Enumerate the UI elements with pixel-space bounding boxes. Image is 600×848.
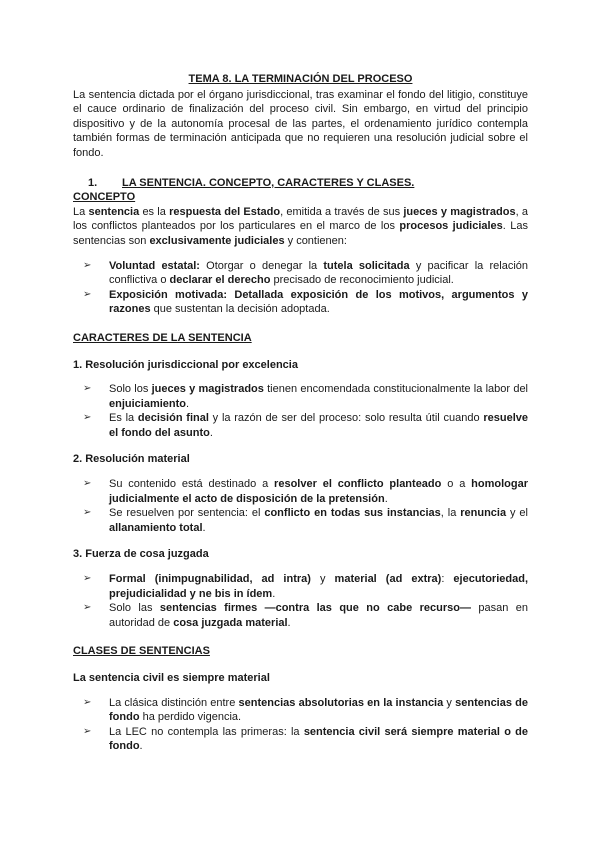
section-title: LA SENTENCIA. CONCEPTO, CARACTERES Y CLASES. bbox=[122, 176, 415, 189]
caracteres-heading: CARACTERES DE LA SENTENCIA bbox=[73, 331, 252, 344]
arrow-bullet-icon: ➢ bbox=[83, 288, 92, 300]
caracter3-heading: 3. Fuerza de cosa juzgada bbox=[73, 548, 209, 561]
list-item: ➢ La LEC no contempla las primeras: la sentencia civil será siempre material o de fondo. bbox=[83, 725, 529, 753]
document-title: TEMA 8. LA TERMINACIÓN DEL PROCESO bbox=[188, 73, 413, 85]
arrow-bullet-icon: ➢ bbox=[83, 383, 92, 395]
concepto-list bbox=[73, 259, 528, 317]
section-heading bbox=[73, 176, 528, 191]
list-item: ➢ Es la decisión final y la razón de ser del proceso: solo resulta útil cuando resuelve el fondo del asunto. bbox=[83, 412, 528, 439]
intro-paragraph: La sentencia dictada por el órgano jurisdiccional, tras examinar el fondo del litigio, constituye el cauce ordinario de finalización del proceso civil. Sin embargo, en virtud del principio dispositivo y de la autonomía procesal de las partes, el ordenamiento jurídico contempla también formas de terminación anticipada que no requieren una resolución judicial sobre el fondo. bbox=[73, 88, 528, 159]
caracter1-heading: 1. Resolución jurisdiccional por excelencia bbox=[73, 358, 298, 371]
arrow-bullet-icon: ➢ bbox=[83, 259, 92, 271]
caracter1-list bbox=[73, 382, 528, 440]
list-item: ➢ Su contenido está destinado a resolver el conflicto planteado o a homologar judicialmente el acto de disposición de la pretensión. bbox=[83, 478, 529, 505]
arrow-bullet-icon: ➢ bbox=[83, 507, 92, 519]
clases-list bbox=[73, 696, 528, 754]
caracter3-list bbox=[73, 572, 528, 630]
concepto-heading: CONCEPTO bbox=[73, 191, 136, 204]
list-item: ➢ La clásica distinción entre sentencias absolutorias en la instancia y sentencias de fondo ha perdido vigencia. bbox=[83, 696, 528, 724]
list-item: ➢ Formal (inimpugnabilidad, ad intra) y material (ad extra): ejecutoriedad, prejudicialidad y ne bis in ídem. bbox=[83, 573, 528, 600]
arrow-bullet-icon: ➢ bbox=[83, 478, 92, 490]
arrow-bullet-icon: ➢ bbox=[83, 573, 92, 585]
list-item: ➢ Solo las sentencias firmes —contra las que no cabe recurso— pasan en autoridad de cosa juzgada material. bbox=[83, 602, 528, 629]
arrow-bullet-icon: ➢ bbox=[83, 725, 92, 737]
clases-subheading: La sentencia civil es siempre material bbox=[73, 672, 270, 684]
caracter2-heading: 2. Resolución material bbox=[73, 453, 190, 466]
section-number: 1. bbox=[88, 176, 98, 189]
caracter2-list bbox=[73, 477, 528, 535]
arrow-bullet-icon: ➢ bbox=[83, 696, 92, 708]
list-item: ➢ Exposición motivada: Detallada exposición de los motivos, argumentos y razones que sustentan la decisión adoptada. bbox=[83, 288, 528, 316]
clases-heading: CLASES DE SENTENCIAS bbox=[73, 645, 210, 658]
concepto-paragraph: La sentencia es la respuesta del Estado, emitida a través de sus jueces y magistrados, a los conflictos planteados por los particulares en el marco de los procesos judiciales. Las sentencias son exclusivamente judiciales y contienen: bbox=[73, 205, 529, 247]
list-item: ➢ Solo los jueces y magistrados tienen encomendada constitucionalmente la labor del enjuiciamiento. bbox=[83, 383, 528, 410]
list-item: ➢ Voluntad estatal: Otorgar o denegar la tutela solicitada y pacificar la relación conflictiva o declarar el derecho precisado de reconocimiento judicial. bbox=[83, 259, 529, 287]
arrow-bullet-icon: ➢ bbox=[83, 412, 92, 424]
arrow-bullet-icon: ➢ bbox=[83, 602, 92, 614]
document-page bbox=[73, 72, 528, 754]
list-item: ➢ Se resuelven por sentencia: el conflicto en todas sus instancias, la renuncia y el allanamiento total. bbox=[83, 507, 528, 534]
